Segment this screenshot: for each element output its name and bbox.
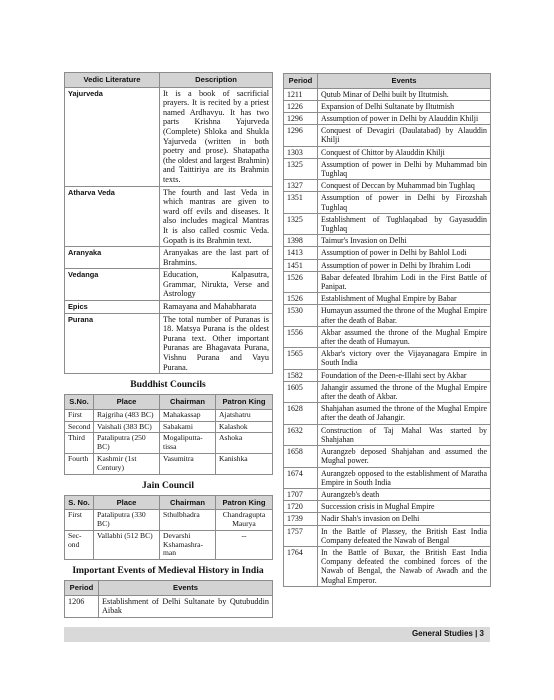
table-cell: Kashmir (1st Century): [94, 454, 160, 475]
table-cell: Akbar's victory over the Vijayanagara Empire in South India: [318, 348, 491, 369]
table-cell: Kanishka: [216, 454, 273, 475]
table-cell: Aranyaka: [65, 247, 160, 269]
table-cell: Taimur's Invasion on Delhi: [318, 235, 491, 247]
table-cell: Construction of Taj Mahal Was started by Shahjahan: [318, 424, 491, 445]
table-cell: 1526: [284, 271, 318, 292]
table-cell: 1739: [284, 513, 318, 525]
table-cell: Vallabhi (512 BC): [94, 530, 160, 559]
column-header: Events: [318, 74, 491, 89]
table-cell: Babar defeated Ibrahim Lodi in the First Battle of Panipat.: [318, 271, 491, 292]
table-row: [284, 192, 491, 213]
column-header: Chairman: [160, 395, 216, 410]
table-cell: The total number of Puranas is 18. Matsya Purana is the oldest Purana text. Other important Puranas are Bhagavata Purana, Vishnu Purana and Vayu Purana.: [160, 313, 273, 374]
table-row: [65, 87, 273, 186]
jain-council-title: Jain Council: [142, 479, 194, 491]
table-row: [284, 247, 491, 259]
table-row: [65, 510, 273, 531]
table-row: [284, 235, 491, 247]
table-cell: Epics: [65, 301, 160, 314]
table-cell: 1632: [284, 424, 318, 445]
table-row: [284, 113, 491, 125]
table-cell: 1351: [284, 192, 318, 213]
table-row: [284, 403, 491, 424]
table-cell: Pataliputra (250 BC): [94, 433, 160, 454]
table-cell: Mogaliputta-tissa: [160, 433, 216, 454]
table-cell: 1526: [284, 293, 318, 305]
table-row: [284, 513, 491, 525]
table-row: [284, 271, 491, 292]
table-row: [65, 269, 273, 301]
table-row: [65, 186, 273, 247]
table-row: [65, 595, 273, 617]
table-row: [284, 467, 491, 488]
table-cell: 1628: [284, 403, 318, 424]
jain-council-table: [64, 495, 273, 561]
footer-page-label: General Studies | 3: [411, 629, 484, 638]
table-row: [284, 501, 491, 513]
table-cell: It is a book of sacrificial prayers. It is recited by a priest named Ardhavyu. It has two parts Krishna Yajurveda (Complete) Shloka and Shukla Yajurveda (written in both poetry and prose). Shatapatha (the oldest and largest Brahmin) and Taittiriya are its Brahmin texts.: [160, 87, 273, 186]
vedic-literature-table: [64, 72, 273, 374]
table-cell: Conquest of Deccan by Muhammad bin Tughlaq: [318, 180, 491, 192]
table-row: [284, 348, 491, 369]
table-header-row: [65, 581, 273, 596]
table-cell: 1206: [65, 595, 99, 617]
table-row: [284, 488, 491, 500]
table-header-row: [65, 73, 273, 88]
table-cell: 1451: [284, 259, 318, 271]
table-row: [65, 530, 273, 559]
table-cell: Nadir Shah's invasion on Delhi: [318, 513, 491, 525]
table-cell: 1565: [284, 348, 318, 369]
table-cell: Assumption of power in Delhi by Firozshah Tughlaq: [318, 192, 491, 213]
right-column: [283, 73, 490, 587]
table-cell: Rajgriha (483 BC): [94, 409, 160, 421]
buddhist-councils-title: Buddhist Councils: [130, 379, 206, 391]
column-header: Events: [99, 581, 273, 596]
table-row: [65, 454, 273, 475]
table-header-row: [284, 74, 491, 89]
table-row: [284, 88, 491, 100]
table-row: [284, 125, 491, 146]
table-cell: First: [65, 409, 94, 421]
table-cell: 1327: [284, 180, 318, 192]
column-header: Patron King: [216, 495, 273, 510]
table-row: [284, 100, 491, 112]
table-cell: Establishment of Mughal Empire by Babar: [318, 293, 491, 305]
table-row: [284, 259, 491, 271]
table-cell: Vedanga: [65, 269, 160, 301]
table-cell: Jahangir assumed the throne of the Mughal Empire after the death of Akbar.: [318, 381, 491, 402]
table-cell: Assumption of power in Delhi by Bahlol Lodi: [318, 247, 491, 259]
table-cell: 1413: [284, 247, 318, 259]
table-cell: Qutub Minar of Delhi built by Iltutmish.: [318, 88, 491, 100]
table-cell: 1707: [284, 488, 318, 500]
table-cell: Education, Kalpasutra, Grammar, Nirukta, Verse and Astrology: [160, 269, 273, 301]
table-cell: Assumption of power in Delhi by Alauddin Khilji: [318, 113, 491, 125]
column-header: Description: [160, 73, 273, 88]
table-row: [284, 525, 491, 546]
table-cell: 1757: [284, 525, 318, 546]
buddhist-councils-table: [64, 394, 273, 474]
table-cell: Sec-ond: [65, 530, 94, 559]
table-cell: 1398: [284, 235, 318, 247]
table-cell: In the Battle of Plassey, the British East India Company defeated the Nawab of Bengal: [318, 525, 491, 546]
table-cell: The fourth and last Veda in which mantras are given to ward off evils and diseases. It also includes magical Mantras It is also called cosmic Veda. Gopath is its Brahmin text.: [160, 186, 273, 247]
table-cell: Assumption of power in Delhi by Muhammad bin Tughlaq: [318, 158, 491, 179]
table-cell: First: [65, 510, 94, 531]
table-cell: Vasumitra: [160, 454, 216, 475]
table-row: [284, 369, 491, 381]
table-row: [284, 305, 491, 326]
column-header: Place: [94, 495, 160, 510]
table-cell: Establishment of Tughlaqabad by Gayasuddin Tughlaq: [318, 213, 491, 234]
table-cell: Vaishali (383 BC): [94, 421, 160, 433]
table-cell: 1296: [284, 113, 318, 125]
table-header-row: [65, 495, 273, 510]
table-cell: 1674: [284, 467, 318, 488]
table-cell: Shahjahan asumed the throne of the Mughal Empire after the death of Jahangir.: [318, 403, 491, 424]
table-cell: Ramayana and Mahabharata: [160, 301, 273, 314]
table-row: [65, 313, 273, 374]
table-cell: Third: [65, 433, 94, 454]
table-cell: Aurangzeb's death: [318, 488, 491, 500]
table-row: [284, 158, 491, 179]
table-cell: Assumption of power in Delhi by Ibrahim Lodi: [318, 259, 491, 271]
table-row: [65, 301, 273, 314]
table-cell: 1325: [284, 158, 318, 179]
column-header: Period: [284, 74, 318, 89]
page-footer: [64, 627, 490, 642]
table-cell: Atharva Veda: [65, 186, 160, 247]
table-cell: 1764: [284, 546, 318, 586]
medieval-events-title: Important Events of Medieval History in India: [72, 565, 264, 577]
table-row: [284, 546, 491, 586]
table-cell: In the Battle of Buxar, the British East India Company defeated the combined forces of the Nawab of Bengal, the Nawab of Awadh and the Mughal Emperor.: [318, 546, 491, 586]
table-cell: 1296: [284, 125, 318, 146]
table-row: [284, 293, 491, 305]
left-column: [64, 72, 272, 618]
column-header: S. No.: [65, 495, 94, 510]
table-cell: Conquest of Chittor by Alauddin Khilji: [318, 146, 491, 158]
table-cell: Foundation of the Deen-e-Illahi sect by Akbar: [318, 369, 491, 381]
table-cell: 1605: [284, 381, 318, 402]
table-cell: Sabakami: [160, 421, 216, 433]
table-cell: 1582: [284, 369, 318, 381]
table-row: [284, 326, 491, 347]
table-cell: Succession crisis in Mughal Empire: [318, 501, 491, 513]
table-cell: Humayun assumed the throne of the Mughal Empire after the death of Babar.: [318, 305, 491, 326]
table-cell: Pataliputra (330 BC): [94, 510, 160, 531]
table-cell: 1226: [284, 100, 318, 112]
table-cell: Yajurveda: [65, 87, 160, 186]
table-row: [65, 433, 273, 454]
table-cell: 1211: [284, 88, 318, 100]
table-cell: Establishment of Delhi Sultanate by Qutubuddin Aibak: [99, 595, 273, 617]
table-cell: 1658: [284, 446, 318, 467]
table-cell: 1556: [284, 326, 318, 347]
table-cell: --: [216, 530, 273, 559]
table-row: [65, 409, 273, 421]
table-cell: Akbar assumed the throne of the Mughal Empire after the death of Humayun.: [318, 326, 491, 347]
medieval-events-table-left: [64, 580, 273, 618]
column-header: Vedic Literature: [65, 73, 160, 88]
table-cell: Aranyakas are the last part of Brahmins.: [160, 247, 273, 269]
medieval-events-table-right: [283, 73, 491, 587]
table-cell: 1530: [284, 305, 318, 326]
column-header: Period: [65, 581, 99, 596]
column-header: Place: [94, 395, 160, 410]
table-row: [284, 381, 491, 402]
column-header: S.No.: [65, 395, 94, 410]
table-row: [284, 446, 491, 467]
table-cell: Ashoka: [216, 433, 273, 454]
table-cell: Aurangzeb opposed to the establishment of Maratha Empire in South India: [318, 467, 491, 488]
table-cell: Devarshi Kshamashra-man: [160, 530, 216, 559]
table-cell: Expansion of Delhi Sultanate by Iltutmish: [318, 100, 491, 112]
table-cell: 1325: [284, 213, 318, 234]
table-cell: Chandragupta Maurya: [216, 510, 273, 531]
column-header: Chairman: [160, 495, 216, 510]
table-row: [65, 247, 273, 269]
column-header: Patron King: [216, 395, 273, 410]
table-cell: 1720: [284, 501, 318, 513]
table-cell: Kalashok: [216, 421, 273, 433]
table-row: [284, 180, 491, 192]
table-header-row: [65, 395, 273, 410]
table-cell: Conquest of Devagiri (Daulatabad) by Alauddin Khilji: [318, 125, 491, 146]
table-cell: Aurangzeb deposed Shahjahan and assumed the Mughal power.: [318, 446, 491, 467]
table-cell: Mahakassap: [160, 409, 216, 421]
table-row: [284, 213, 491, 234]
table-row: [65, 421, 273, 433]
table-cell: Purana: [65, 313, 160, 374]
table-cell: Fourth: [65, 454, 94, 475]
table-cell: Ajatshatru: [216, 409, 273, 421]
table-cell: 1303: [284, 146, 318, 158]
table-row: [284, 424, 491, 445]
table-row: [284, 146, 491, 158]
table-cell: Sthulbhadra: [160, 510, 216, 531]
table-cell: Second: [65, 421, 94, 433]
